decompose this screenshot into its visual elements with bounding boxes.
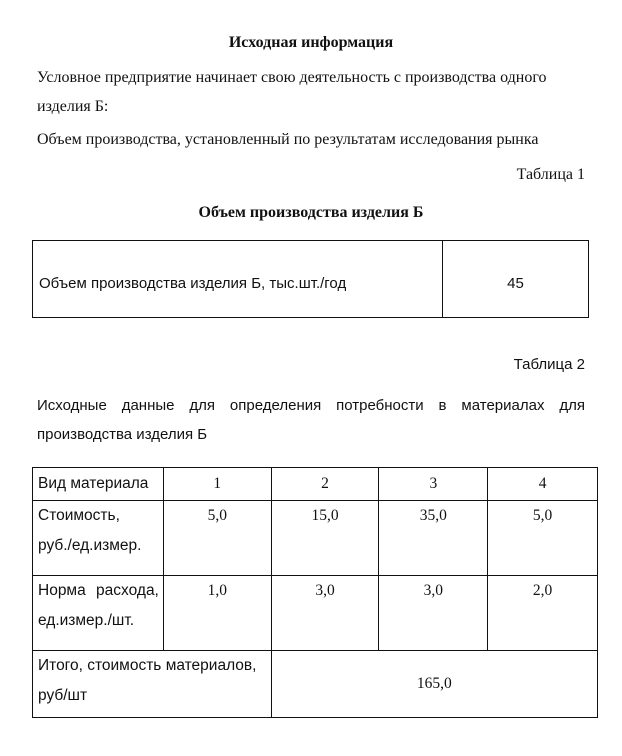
table2-caption-line-2: производства изделия Б	[37, 426, 208, 443]
table-header-row	[33, 468, 598, 501]
total-label-line: Итого, стоимость материалов,	[38, 657, 257, 674]
table-cell: 15,0	[271, 501, 379, 576]
total-value: 165,0	[271, 651, 597, 718]
table1-caption: Объем производства изделия Б	[198, 204, 424, 221]
total-label	[33, 651, 272, 718]
intro-line-1: Условное предприятие начинает свою деятельность с производства одного	[37, 69, 547, 86]
row-label-line: Стоимость,	[38, 507, 120, 524]
table-cell: 1,0	[163, 576, 271, 651]
table-cell: 5,0	[163, 501, 271, 576]
header-material-type: Вид материала	[33, 468, 164, 501]
table2-number: Таблица 2	[513, 356, 585, 373]
header-column-4: 4	[488, 468, 598, 501]
header-column-2: 2	[271, 468, 379, 501]
table-cell: 3,0	[379, 576, 488, 651]
intro-line-2: изделия Б:	[37, 98, 109, 115]
intro-line-3: Объем производства, установленный по результатам исследования рынка	[37, 131, 539, 148]
total-label-line: руб/шт	[38, 687, 88, 704]
materials-table	[32, 467, 598, 718]
table1-number: Таблица 1	[516, 166, 585, 183]
table-row	[33, 241, 589, 318]
header-column-1: 1	[163, 468, 271, 501]
table-cell: 2,0	[488, 576, 598, 651]
table-row	[33, 576, 598, 651]
row-label-consumption-rate	[33, 576, 164, 651]
production-volume-value: 45	[443, 241, 589, 318]
table2-caption-line-1: Исходные данные для определения потребности в материалах для	[37, 397, 585, 414]
header-column-3: 3	[379, 468, 488, 501]
row-label-cost	[33, 501, 164, 576]
row-label-line: руб./ед.измер.	[38, 537, 142, 554]
table-cell: 35,0	[379, 501, 488, 576]
production-volume-label: Объем производства изделия Б, тыс.шт./год	[33, 241, 443, 318]
row-label-line: ед.измер./шт.	[38, 612, 135, 629]
table-row	[33, 501, 598, 576]
table-total-row	[33, 651, 598, 718]
table-cell: 3,0	[271, 576, 379, 651]
production-volume-table	[32, 240, 589, 318]
document-title: Исходная информация	[228, 34, 394, 51]
table-cell: 5,0	[488, 501, 598, 576]
row-label-line: Норма расхода,	[38, 582, 159, 599]
